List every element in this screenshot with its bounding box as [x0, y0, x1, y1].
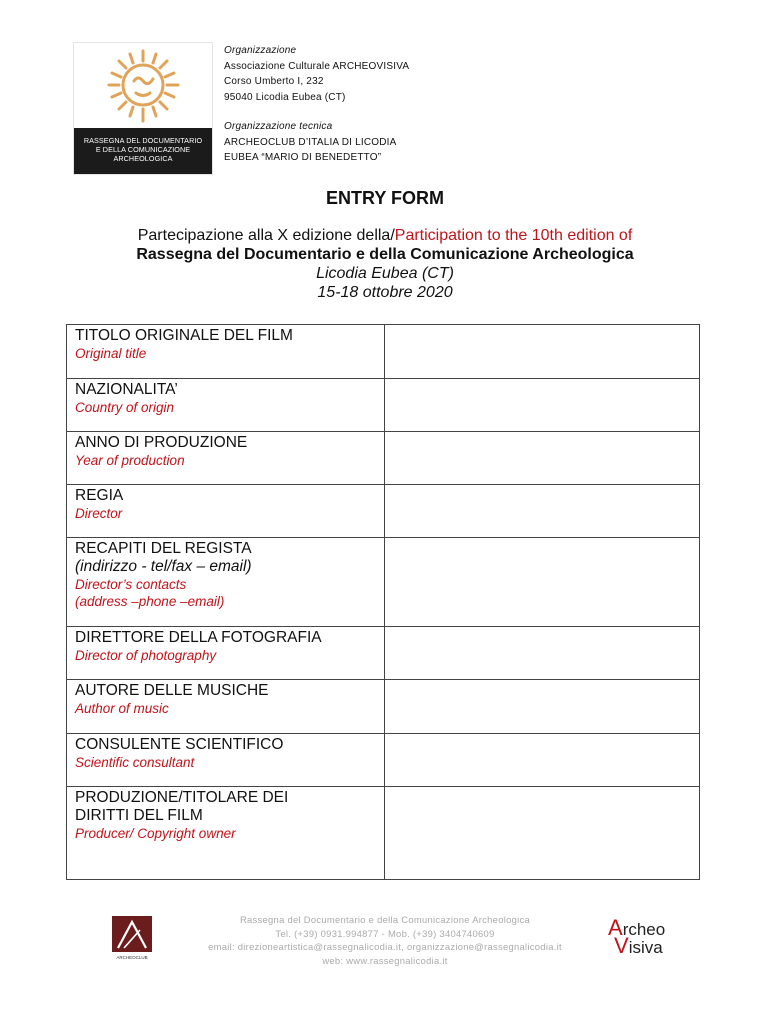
label-en: Scientific consultant: [75, 755, 195, 770]
sun-icon: [74, 43, 212, 128]
banner-line: E DELLA COMUNICAZIONE: [95, 145, 191, 154]
photography-input[interactable]: [385, 627, 700, 680]
banner-line: ARCHEOLOGICA: [113, 154, 173, 163]
event-dates: 15-18 ottobre 2020: [317, 284, 453, 301]
logo-word2: isiva: [628, 938, 663, 957]
label-it: TITOLO ORIGINALE DEL FILM: [75, 327, 293, 344]
field-label: [67, 485, 385, 538]
logo-line2: [614, 933, 663, 959]
director-contacts-input[interactable]: [385, 538, 700, 627]
intro-block: [0, 226, 770, 302]
event-location: Licodia Eubea (CT): [316, 265, 454, 282]
event-name: Rassegna del Documentario e della Comunicazione Archeologica: [136, 246, 634, 263]
intro-line1-en: Participation to the 10th edition of: [394, 227, 633, 244]
form-row-producer: [67, 787, 700, 880]
page-title: ENTRY FORM: [325, 188, 444, 208]
label-it-line2: DIRITTI DEL FILM: [75, 807, 203, 824]
label-en: Director’s contacts: [75, 577, 187, 592]
intro-line1-it: Partecipazione alla X edizione della/: [137, 227, 395, 244]
label-en: Producer/ Copyright owner: [75, 826, 236, 841]
logo-word1: rcheo: [622, 920, 666, 939]
footer-line3: email: direzioneartistica@rassegnalicodia.it, organizzazione@rassegnalicodia.it: [208, 941, 562, 952]
label-it: PRODUZIONE/TITOLARE DEI: [75, 789, 289, 806]
original-title-input[interactable]: [385, 325, 700, 379]
logo-letter-a: A: [608, 915, 623, 940]
director-input[interactable]: [385, 485, 700, 538]
label-it: RECAPITI DEL REGISTA: [75, 540, 252, 557]
country-input[interactable]: [385, 379, 700, 432]
field-label: [67, 627, 385, 680]
field-label: [67, 680, 385, 734]
label-it: ANNO DI PRODUZIONE: [75, 434, 248, 451]
producer-input[interactable]: [385, 787, 700, 880]
tech-organizer-line1: ARCHEOCLUB D’ITALIA DI LICODIA: [224, 136, 397, 148]
field-label: [67, 379, 385, 432]
field-label: [67, 325, 385, 379]
footer-line2: Tel. (+39) 0931.994877 - Mob. (+39) 3404740609: [275, 927, 495, 939]
left-logo-text: ARCHEOCLUB: [116, 955, 148, 960]
organizer-city: 95040 Licodia Eubea (CT): [224, 91, 346, 103]
label-it: NAZIONALITA’: [75, 381, 178, 398]
tech-organizer-line2: EUBEA “MARIO DI BENEDETTO”: [224, 152, 382, 163]
tech-organizer-label: Organizzazione tecnica: [224, 121, 333, 132]
label-en: Original title: [75, 346, 147, 361]
form-row-music: [67, 680, 700, 734]
form-row-director-contacts: [67, 538, 700, 627]
form-row-year: [67, 432, 700, 485]
field-label: [67, 538, 385, 627]
music-input[interactable]: [385, 680, 700, 734]
form-row-consultant: [67, 734, 700, 787]
organizer-block: [224, 43, 409, 166]
year-input[interactable]: [385, 432, 700, 485]
logo-banner: [74, 128, 212, 174]
footer-line1: Rassegna del Documentario e della Comunicazione Archeologica: [239, 914, 531, 925]
label-en: Director: [75, 506, 123, 521]
festival-logo: [73, 42, 213, 175]
label-it-sub: (indirizzo - tel/fax – email): [75, 558, 252, 575]
organizer-label: Organizzazione: [224, 45, 297, 56]
label-it: DIRETTORE DELLA FOTOGRAFIA: [75, 629, 322, 646]
consultant-input[interactable]: [385, 734, 700, 787]
form-row-director: [67, 485, 700, 538]
label-it: CONSULENTE SCIENTIFICO: [75, 736, 284, 753]
field-label: [67, 787, 385, 880]
field-label: [67, 432, 385, 485]
logo-letter-v: V: [614, 933, 629, 958]
label-en: Director of photography: [75, 648, 217, 663]
form-row-original-title: [67, 325, 700, 379]
field-label: [67, 734, 385, 787]
entry-form-table: [66, 324, 700, 880]
label-it: REGIA: [75, 487, 124, 504]
form-row-country: [67, 379, 700, 432]
label-en-sub: (address –phone –email): [75, 594, 225, 609]
organizer-name: Associazione Culturale ARCHEOVISIVA: [224, 60, 410, 72]
organizer-street: Corso Umberto I, 232: [224, 76, 324, 87]
label-en: Year of production: [75, 453, 185, 468]
label-en: Country of origin: [75, 400, 175, 415]
form-row-photography: [67, 627, 700, 680]
archeovisiva-logo: [608, 915, 682, 958]
banner-line: RASSEGNA DEL DOCUMENTARIO: [83, 136, 203, 145]
label-it: AUTORE DELLE MUSICHE: [75, 682, 269, 699]
footer-line4: web: www.rassegnalicodia.it: [322, 954, 448, 966]
label-en: Author of music: [75, 701, 169, 716]
intro-line1: [0, 226, 770, 245]
